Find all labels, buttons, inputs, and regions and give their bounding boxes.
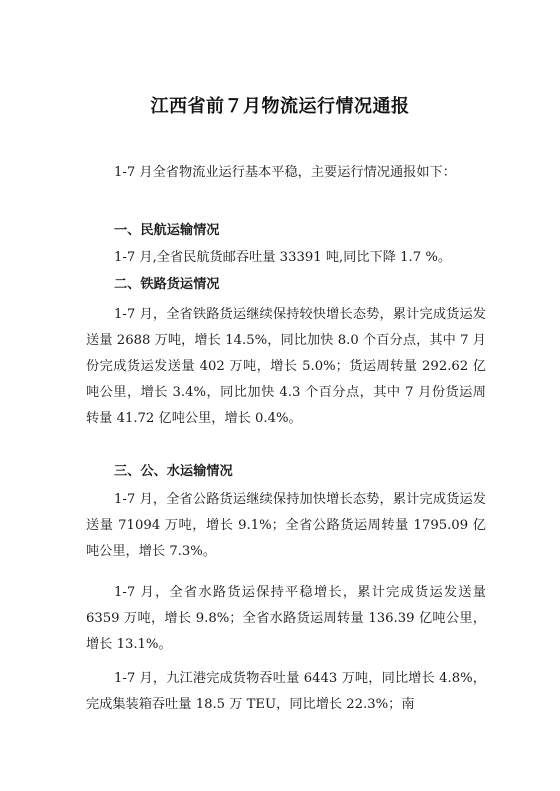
waterway-freight-paragraph: 1-7 月，全省水路货运保持平稳增长，累计完成货运发送量 6359 万吨，增长 9.8%；全省水路货运周转量 136.39 亿吨公里，增长 13.1%。	[86, 585, 486, 652]
section-heading-civil-aviation: 一、民航运输情况	[114, 223, 220, 238]
document-title: 江西省前７月物流运行情况通报	[150, 96, 410, 117]
section-heading-railway: 二、铁路货运情况	[114, 277, 220, 292]
civil-aviation-paragraph: 1-7 月,全省民航货邮吞吐量 33391 吨,同比下降 1.7 %。	[114, 250, 452, 265]
section-heading-road-water: 三、公、水运输情况	[114, 464, 233, 479]
road-freight-paragraph: 1-7 月，全省公路货运继续保持加快增长态势，累计完成货运发送量 71094 万吨，增长 9.1%；全省公路货运周转量 1795.09 亿吨公里，增长 7.3%。	[86, 492, 486, 559]
jiujiang-port-paragraph: 1-7 月，九江港完成货物吞吐量 6443 万吨，同比增长 4.8%，完成集装箱吞吐量 18.5 万 TEU，同比增长 22.3%；南	[86, 671, 486, 712]
intro-paragraph: 1-7 月全省物流业运行基本平稳，主要运行情况通报如下：	[114, 165, 456, 180]
railway-paragraph: 1-7 月，全省铁路货运继续保持较快增长态势，累计完成货运发送量 2688 万吨，增长 14.5%，同比加快 8.0 个百分点，其中 7 月份完成货运发送量 402 万吨，增长 5.0%；货运周转量 292.62 亿吨公里，增长 3.4%，同比加快 4.3 个百分点，其中 7 月份货运周转量 41.72 亿吨公里，增长 0.4%。	[86, 307, 486, 426]
